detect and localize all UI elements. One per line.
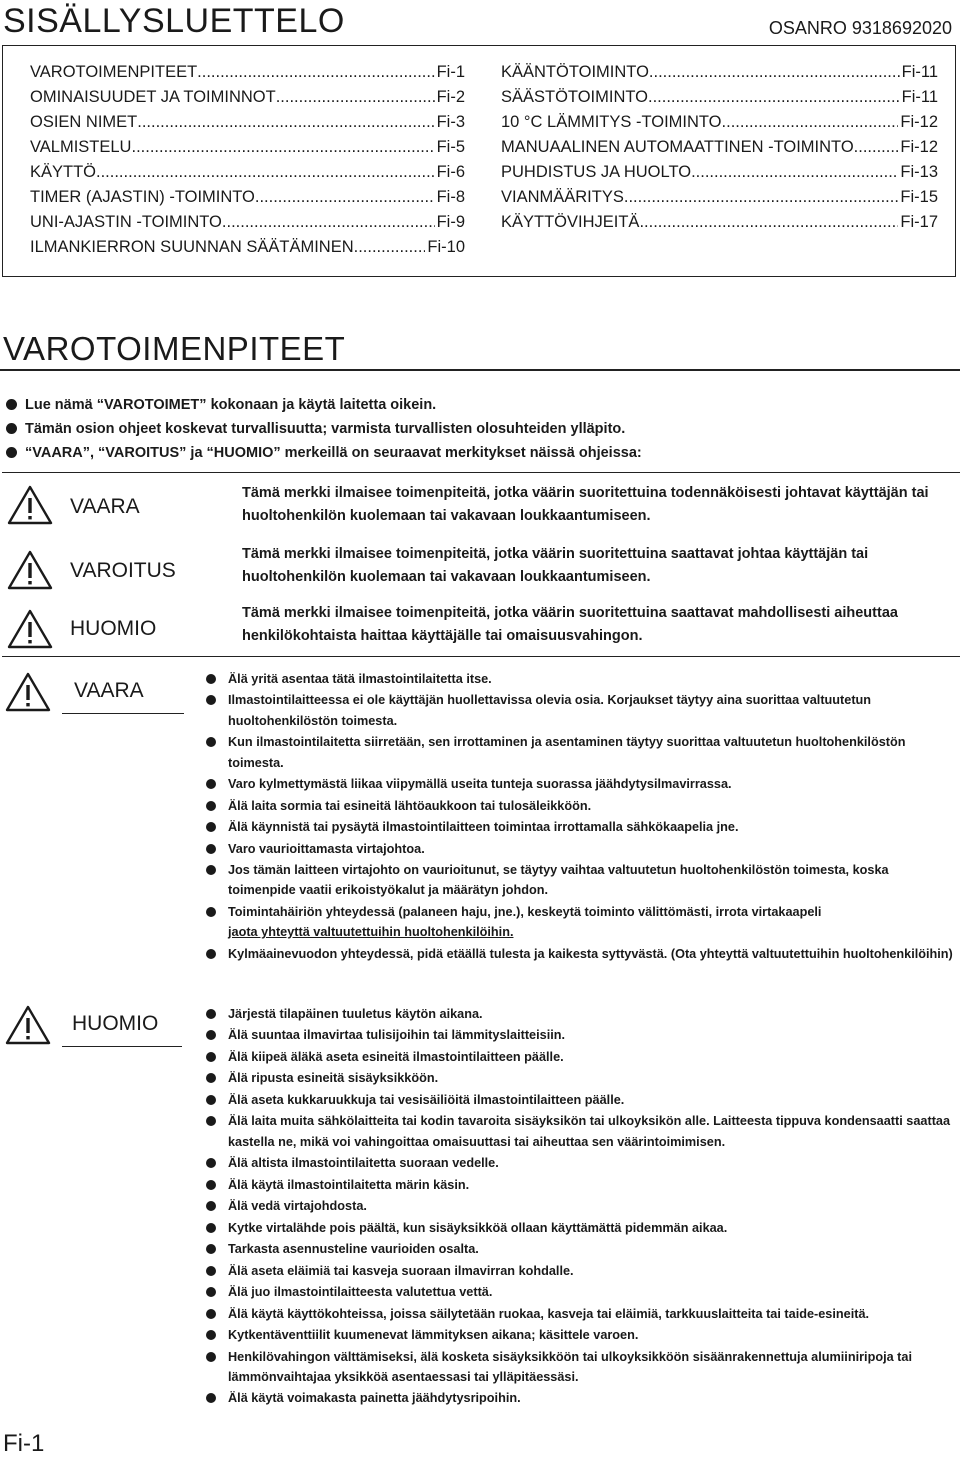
danger-list <box>206 669 958 965</box>
list-item: Älä yritä asentaa tätä ilmastointilaitetta itse. <box>206 669 958 689</box>
list-item: Älä ripusta esineitä sisäyksikköön. <box>206 1068 958 1088</box>
list-item: Jos tämän laitteen virtajohto on vaurioitunut, se täytyy vaihtaa valtuutetun huoltohenkilöstön toimesta, koska toimenpide vaatii erikoistyökalut ja määrätyn johdon. <box>206 860 958 901</box>
list-item: Kylmäainevuodon yhteydessä, pidä etäällä tulesta ja kaikesta syttyvästä. (Ota yhteyttä valtuutettuihin huoltohenkilöihin) <box>206 944 958 964</box>
signal-label: VAARA <box>70 495 140 518</box>
list-item: Kytkentäventtiilit kuumenevat lämmityksen aikana; käsittele varoen. <box>206 1325 958 1345</box>
toc-entry[interactable]: KÄÄNTÖTOIMINTO ..... Fi-11 <box>501 60 938 85</box>
toc-entry[interactable]: VAROTOIMENPITEET ..... Fi-1 <box>30 60 465 85</box>
list-item: Älä aseta eläimiä tai kasveja suoraan ilmavirran kohdalle. <box>206 1261 958 1281</box>
toc-entry[interactable]: PUHDISTUS JA HUOLTO ..... Fi-13 <box>501 160 938 185</box>
list-item: Ilmastointilaitteessa ei ole käyttäjän huollettavissa olevia osia. Korjaukset täytyy aina suorittaa valtuutetun huoltohenkilöstön toimesta. <box>206 690 958 731</box>
bullet-icon <box>206 674 216 684</box>
bullet-icon <box>206 1180 216 1190</box>
toc-entry[interactable]: 10 °C LÄMMITYS -TOIMINTO ..... Fi-12 <box>501 110 938 135</box>
warning-triangle-icon <box>5 1005 51 1045</box>
list-item: Älä altista ilmastointilaitetta suoraan vedelle. <box>206 1153 958 1173</box>
warning-triangle-icon <box>7 609 53 649</box>
toc-entry[interactable]: ILMANKIERRON SUUNNAN SÄÄTÄMINEN ..... Fi-10 <box>30 235 465 260</box>
bullet-icon <box>6 399 17 410</box>
toc-entry[interactable]: KÄYTTÖVIHJEITÄ ..... Fi-17 <box>501 210 938 235</box>
list-item: Älä vedä virtajohdosta. <box>206 1196 958 1216</box>
underlined-text: jaota yhteyttä valtuutettuihin huoltohenkilöihin. <box>228 925 514 940</box>
signal-word-table <box>2 472 960 657</box>
bullet-icon <box>206 1393 216 1403</box>
list-item: Älä juo ilmastointilaitteesta valutettua vettä. <box>206 1282 958 1302</box>
toc-entry[interactable]: TIMER (AJASTIN) -TOIMINTO ..... Fi-8 <box>30 185 465 210</box>
bullet-icon <box>206 1052 216 1062</box>
bullet-icon <box>206 1330 216 1340</box>
signal-description: Tämä merkki ilmaisee toimenpiteitä, jotka väärin suoritettuina saattavat mahdollisesti aiheuttaa henkilökohtaista haittaa käyttäjälle tai omaisuusvahingon. <box>242 605 898 644</box>
bullet-icon <box>206 822 216 832</box>
list-item: Tarkasta asennusteline vaurioiden osalta. <box>206 1239 958 1259</box>
bullet-icon <box>206 1158 216 1168</box>
intro-item: Tämän osion ohjeet koskevat turvallisuutta; varmista turvallisten olosuhteiden ylläpito. <box>6 417 946 441</box>
toc-entry[interactable]: KÄYTTÖ ..... Fi-6 <box>30 160 465 185</box>
toc-entry[interactable]: UNI-AJASTIN -TOIMINTO ..... Fi-9 <box>30 210 465 235</box>
intro-item: Lue nämä “VAROTOIMET” kokonaan ja käytä laitetta oikein. <box>6 393 946 417</box>
signal-label: VAROITUS <box>70 559 176 582</box>
toc-entry[interactable]: OMINAISUUDET JA TOIMINNOT ..... Fi-2 <box>30 85 465 110</box>
bullet-icon <box>206 1223 216 1233</box>
bullet-icon <box>206 779 216 789</box>
warning-triangle-icon <box>5 672 51 712</box>
list-item: Älä kiipeä äläkä aseta esineitä ilmastointilaitteen päälle. <box>206 1047 958 1067</box>
bullet-icon <box>206 1201 216 1211</box>
bullet-icon <box>206 844 216 854</box>
list-item: Älä laita sormia tai esineitä lähtöaukkoon tai tulosäleikköön. <box>206 796 958 816</box>
toc-entry[interactable]: VIANMÄÄRITYS ..... Fi-15 <box>501 185 938 210</box>
list-item: Älä aseta kukkaruukkuja tai vesisäiliöitä ilmastointilaitteen päälle. <box>206 1090 958 1110</box>
bullet-icon <box>206 1095 216 1105</box>
toc-right-column <box>501 60 938 235</box>
bullet-icon <box>206 1244 216 1254</box>
list-item: Älä käynnistä tai pysäytä ilmastointilaitteen toimintaa irrottamalla sähkökaapelia jne. <box>206 817 958 837</box>
bullet-icon <box>206 1009 216 1019</box>
bullet-icon <box>206 801 216 811</box>
bullet-icon <box>206 1073 216 1083</box>
list-item: Älä käytä käyttökohteissa, joissa säilytetään ruokaa, kasveja tai eläimiä, tarkkuuslaitteita tai taide-esineitä. <box>206 1304 958 1324</box>
bullet-icon <box>6 423 17 434</box>
bullet-icon <box>206 949 216 959</box>
danger-label: VAARA <box>62 679 184 714</box>
list-item: Järjestä tilapäinen tuuletus käytön aikana. <box>206 1004 958 1024</box>
bullet-icon <box>206 695 216 705</box>
bullet-icon <box>206 1287 216 1297</box>
list-item: Kun ilmastointilaitetta siirretään, sen irrottaminen ja asentaminen täytyy suorittaa valtuutetun huoltohenkilöstön toimesta. <box>206 732 958 773</box>
caution-list <box>206 1004 958 1410</box>
list-item: Henkilövahingon välttämiseksi, älä kosketa sisäyksikköön tai ulkoyksikköön sisäänrakennettuja alumiiniripoja tai lämmönvaihtajaa yksikköä asentaessasi tai ylläpitäessäsi. <box>206 1347 958 1388</box>
bullet-icon <box>206 737 216 747</box>
document-number: OSANRO 9318692020 <box>768 18 952 38</box>
toc-entry[interactable]: MANUAALINEN AUTOMAATTINEN -TOIMINTO ..... Fi-12 <box>501 135 938 160</box>
intro-list <box>6 393 946 465</box>
list-item: Älä käytä ilmastointilaitetta märin käsin. <box>206 1175 958 1195</box>
bullet-icon <box>206 1266 216 1276</box>
caution-label: HUOMIO <box>62 1012 182 1047</box>
toc-entry[interactable]: VALMISTELU ..... Fi-5 <box>30 135 465 160</box>
bullet-icon <box>206 1030 216 1040</box>
toc-entry[interactable]: OSIEN NIMET ..... Fi-3 <box>30 110 465 135</box>
bullet-icon <box>206 1309 216 1319</box>
list-item: Toimintahäiriön yhteydessä (palaneen haju, jne.), keskeytä toiminto välittömästi, irrota virtakaapeli jaota yhteyttä valtuutettuihin huoltohenkilöihin. <box>206 902 958 943</box>
bullet-icon <box>206 865 216 875</box>
table-of-contents <box>2 45 956 277</box>
page-title: SISÄLLYSLUETTELO <box>3 2 345 40</box>
list-item: Älä käytä voimakasta painetta jäähdytysripoihin. <box>206 1388 958 1408</box>
section-title: VAROTOIMENPITEET <box>3 330 346 367</box>
signal-description: Tämä merkki ilmaisee toimenpiteitä, jotka väärin suoritettuina todennäköisesti johtavat käyttäjän tai huoltohenkilön kuolemaan tai vakavaan loukkaantumiseen. <box>242 485 929 524</box>
bullet-icon <box>206 907 216 917</box>
list-item: Varo kylmettymästä liikaa viipymällä useita tunteja suorassa jäähdytysilmavirrassa. <box>206 774 958 794</box>
bullet-icon <box>206 1352 216 1362</box>
list-item: Älä suuntaa ilmavirtaa tulisijoihin tai lämmityslaitteisiin. <box>206 1025 958 1045</box>
bullet-icon <box>206 1116 216 1126</box>
signal-description: Tämä merkki ilmaisee toimenpiteitä, jotka väärin suoritettuina saattavat johtaa käyttäjän tai huoltohenkilön kuolemaan tai vakavaan loukkaantumiseen. <box>242 546 869 585</box>
page-number: Fi-1 <box>3 1430 45 1457</box>
warning-triangle-icon <box>7 485 53 525</box>
intro-item: “VAARA”, “VAROITUS” ja “HUOMIO” merkeillä on seuraavat merkitykset näissä ohjeissa: <box>6 441 946 465</box>
toc-entry[interactable]: SÄÄSTÖTOIMINTO ..... Fi-11 <box>501 85 938 110</box>
signal-label: HUOMIO <box>70 617 157 640</box>
section-divider <box>0 369 960 371</box>
list-item: Kytke virtalähde pois päältä, kun sisäyksikköä ollaan käyttämättä pidemmän aikaa. <box>206 1218 958 1238</box>
list-item: Varo vaurioittamasta virtajohtoa. <box>206 839 958 859</box>
warning-triangle-icon <box>7 550 53 590</box>
toc-left-column <box>30 60 465 260</box>
bullet-icon <box>6 447 17 458</box>
list-item: Älä laita muita sähkölaitteita tai kodin tavaroita sisäyksikön tai ulkoyksikön alle. Laitteesta tippuva kondensaatti saattaa kastella ne, mikä voi vahingoittaa omaisuuttasi tai aiheuttaa sen väärintoimimisen. <box>206 1111 958 1152</box>
